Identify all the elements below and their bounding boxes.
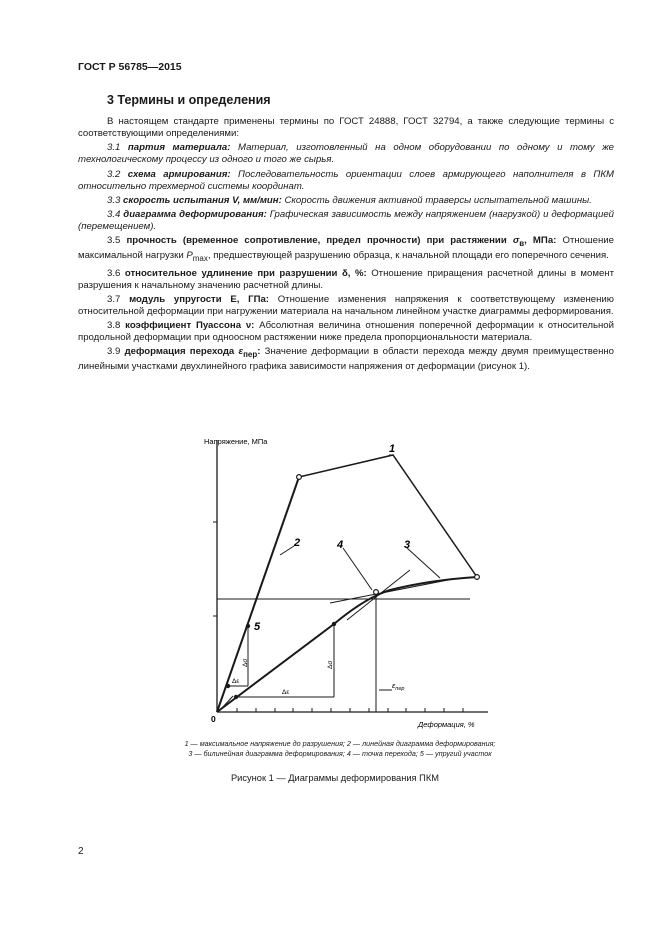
x-axis-label: Деформация, % xyxy=(418,720,475,729)
tangent-line-b xyxy=(347,570,410,620)
leader-2 xyxy=(280,546,294,555)
curve-1-max-stress xyxy=(217,455,477,712)
term-3-5: 3.5 прочность (временное сопротивление, предел прочности) при растяжении $\sigma_в$, МПа: Отношение максимальной нагрузки $P_{max}$, предшествующей разрушению образца, к начальной площади его поперечного сечения. xyxy=(78,235,614,264)
term-3-6: 3.6 относительное удлинение при разрушении δ, %: Отношение приращения расчетной длины в момент разрушения к начальному значению расчетной длины. xyxy=(78,267,614,291)
elastic-point-low xyxy=(234,695,238,699)
tangent-line-a xyxy=(330,580,448,603)
term-3-9: 3.9 деформация перехода $\varepsilon_{пер}$: Значение деформации в области перехода между двумя преимущественно линейными участками двухлинейного графика зависимости напряжения от деформации (рисунок 1). xyxy=(78,346,615,373)
elastic-point-bottom xyxy=(226,684,230,688)
leader-3 xyxy=(407,548,440,578)
origin-label: 0 xyxy=(211,714,216,724)
term-3-1: 3.1 партия материала: Материал, изготовленный на одном оборудовании по одному и тому же технологическому процессу из одного и того же сырья. xyxy=(78,142,615,166)
delta-eps-label-a: Δε xyxy=(232,678,240,685)
intro-paragraph: В настоящем стандарте применены термины по ГОСТ 24888, ГОСТ 32794, а также следующие термины с соответствующими определениями: xyxy=(78,116,614,139)
y-axis-label: Напряжение, МПа xyxy=(204,437,268,446)
section-title: 3 Термины и определения xyxy=(107,93,271,107)
term-3-8: 3.8 коэффициент Пуассона ν: Абсолютная величина отношения поперечной деформации к относительной продольной деформации при одноосном растяжении ниже предела пропорциональности материала. xyxy=(78,320,614,344)
eps-trans-label: $\varepsilon_{пер}$ xyxy=(392,681,405,692)
term-3-7: 3.7 модуль упругости E, ГПа: Отношение изменения напряжения к соответствующему изменению относительной деформации при нагружении материала на начальном линейном участке диаграммы деформирования. xyxy=(78,293,614,317)
figure-legend: 1 — максимальное напряжение до разрушения; 2 — линейная диаграмма деформирования; 3 — билинейная диаграмма деформирования; 4 — точка перехода; 5 — упругий участок xyxy=(184,739,496,758)
leader-4 xyxy=(343,548,372,590)
curve-2-linear xyxy=(217,477,299,712)
delta-sigma-label-a: Δσ xyxy=(242,658,249,667)
delta-eps-label-b: Δε xyxy=(282,689,290,696)
bilinear-knee-point xyxy=(332,622,336,626)
term-3-4: 3.4 диаграмма деформирования: Графическая зависимость между напряжением (нагрузкой) и деформацией (перемещением). xyxy=(78,209,614,233)
delta-sigma-label-b: Δσ xyxy=(327,660,334,669)
curve-label-4: 4 xyxy=(337,539,344,551)
transition-point xyxy=(374,590,379,595)
term-3-3: 3.3 скорость испытания V, мм/мин: Скорость движения активной траверсы испытательной машины. xyxy=(107,194,592,206)
curve-label-1: 1 xyxy=(389,443,396,455)
document-header: ГОСТ Р 56785—2015 xyxy=(78,61,182,73)
elastic-point-top xyxy=(246,624,250,628)
fracture-point xyxy=(475,575,480,580)
curve-label-3: 3 xyxy=(404,539,411,551)
term-3-2: 3.2 схема армирования: Последовательность ориентации слоев армирующего наполнителя в ПКМ относительно трехмерной системы координат. xyxy=(78,168,614,192)
figure-caption: Рисунок 1 — Диаграммы деформирования ПКМ xyxy=(230,773,440,783)
curve-label-2: 2 xyxy=(294,537,301,549)
curve-label-5: 5 xyxy=(254,621,261,633)
page-number: 2 xyxy=(78,846,84,857)
max-stress-point xyxy=(297,475,302,480)
